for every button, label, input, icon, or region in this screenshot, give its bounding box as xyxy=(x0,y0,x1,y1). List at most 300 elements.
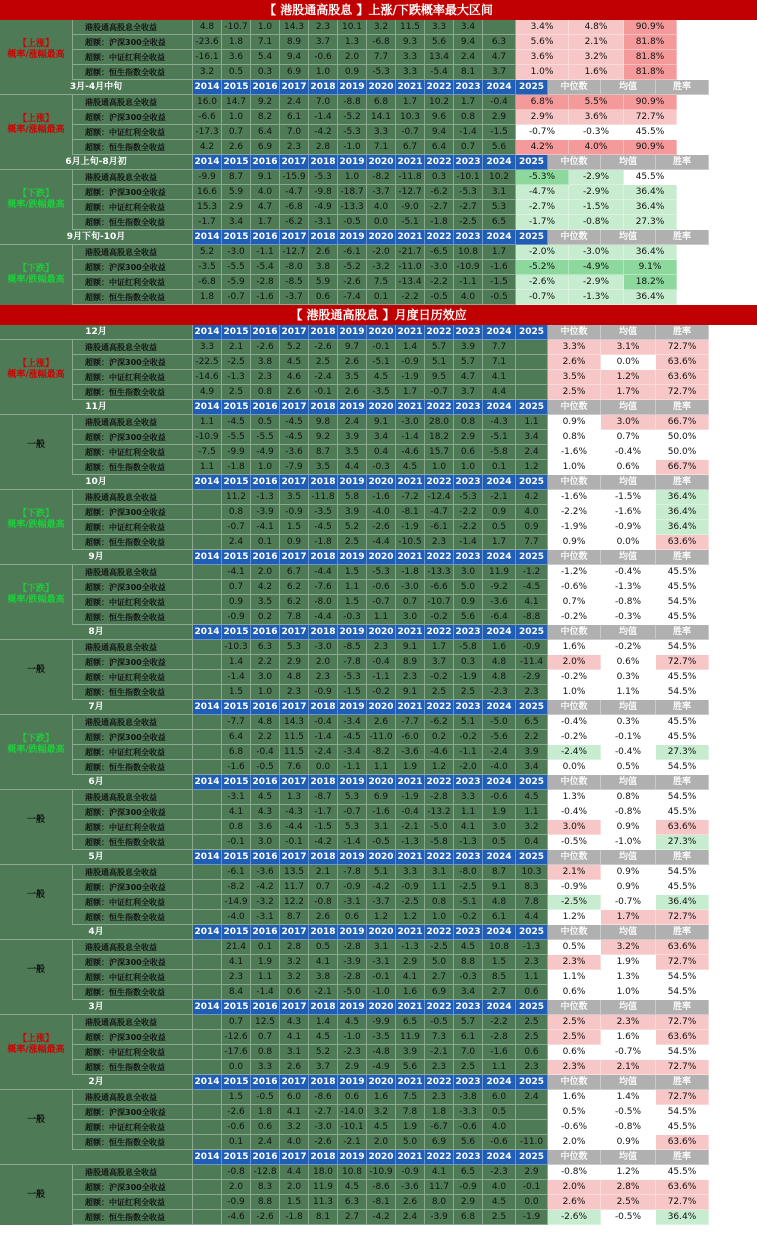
winrate-cell: 72.7% xyxy=(656,1015,709,1030)
value-cell: 3.4 xyxy=(516,430,548,445)
value-cell: 5.2 xyxy=(280,340,309,355)
value-cell: -8.8 xyxy=(338,95,367,110)
value-cell: -0.6 xyxy=(367,580,396,595)
value-cell: 2.2 xyxy=(251,655,280,670)
value-cell: 1.5 xyxy=(222,1090,251,1105)
value-cell xyxy=(193,535,222,550)
value-cell: 4.5 xyxy=(280,355,309,370)
value-cell: 4.1 xyxy=(222,805,251,820)
row-label: 超额：恒生指数全收益 xyxy=(73,1060,193,1075)
stat-header-mean: 均值 xyxy=(601,400,656,415)
value-cell: 2.3 xyxy=(516,1060,548,1075)
interval-header-row xyxy=(0,155,757,170)
mean-cell: -0.9% xyxy=(601,520,656,535)
year-header: 2014 xyxy=(193,475,222,490)
value-cell: 4.8 xyxy=(251,715,280,730)
year-header: 2023 xyxy=(454,230,483,245)
row-label: 超额：恒生指数全收益 xyxy=(73,760,193,775)
row-label: 港股通高股息全收益 xyxy=(73,1015,193,1030)
value-cell: -4.3 xyxy=(280,805,309,820)
month-data-row xyxy=(0,1165,757,1180)
median-cell: -1.9% xyxy=(548,520,601,535)
value-cell: -9.2 xyxy=(483,580,516,595)
value-cell: -0.8 xyxy=(309,895,338,910)
value-cell: 4.4 xyxy=(280,1165,309,1180)
interval-data-row xyxy=(0,275,757,290)
median-cell: 2.5% xyxy=(548,1015,601,1030)
year-header: 2023 xyxy=(454,550,483,565)
value-cell: 1.3 xyxy=(338,35,367,50)
row-label: 港股通高股息全收益 xyxy=(73,1090,193,1105)
value-cell: -4.2 xyxy=(309,835,338,850)
winrate-cell: 54.5% xyxy=(656,865,709,880)
value-cell: 6.1 xyxy=(483,910,516,925)
value-cell: 7.0 xyxy=(454,1045,483,1060)
year-header: 2024 xyxy=(483,1150,516,1165)
year-header: 2016 xyxy=(251,155,280,170)
year-header: 2016 xyxy=(251,850,280,865)
mean-cell: 1.7% xyxy=(601,385,656,400)
mean-cell: 3.2% xyxy=(569,50,624,65)
year-header: 2016 xyxy=(251,925,280,940)
value-cell: 2.5 xyxy=(425,685,454,700)
year-header: 2017 xyxy=(280,475,309,490)
value-cell: 8.4 xyxy=(222,985,251,1000)
winrate-cell: 45.5% xyxy=(656,730,709,745)
year-header: 2017 xyxy=(280,80,309,95)
value-cell: 0.7 xyxy=(396,595,425,610)
winrate-cell: 54.5% xyxy=(656,595,709,610)
mean-cell: -1.3% xyxy=(569,290,624,305)
value-cell: 0.7 xyxy=(454,140,483,155)
value-cell: -13.4 xyxy=(396,275,425,290)
year-header: 2019 xyxy=(338,850,367,865)
row-label: 超额：沪深300全收益 xyxy=(73,655,193,670)
stat-header-winrate: 胜率 xyxy=(656,325,709,340)
value-cell: -1.9 xyxy=(454,670,483,685)
value-cell: 2.3 xyxy=(222,970,251,985)
year-header: 2021 xyxy=(396,155,425,170)
month-data-row xyxy=(0,715,757,730)
month-data-row xyxy=(0,610,757,625)
value-cell: 0.5 xyxy=(309,940,338,955)
value-cell: -2.6 xyxy=(251,1210,280,1225)
value-cell: 6.1 xyxy=(280,110,309,125)
row-label: 超额：恒生指数全收益 xyxy=(73,65,193,80)
value-cell: -10.9 xyxy=(454,260,483,275)
value-cell: 1.8 xyxy=(425,1105,454,1120)
year-header: 2022 xyxy=(425,1075,454,1090)
value-cell: -1.9 xyxy=(396,520,425,535)
value-cell: -7.5 xyxy=(193,445,222,460)
year-header: 2025 xyxy=(516,80,548,95)
value-cell: -0.9 xyxy=(309,685,338,700)
median-cell: 0.9% xyxy=(548,415,601,430)
value-cell: -1.7 xyxy=(309,805,338,820)
value-cell: 3.9 xyxy=(396,1045,425,1060)
year-header: 2014 xyxy=(193,925,222,940)
value-cell: 0.7 xyxy=(222,1015,251,1030)
year-header: 2024 xyxy=(483,700,516,715)
year-header: 2022 xyxy=(425,550,454,565)
value-cell: -1.3 xyxy=(222,370,251,385)
value-cell: 15.3 xyxy=(193,200,222,215)
value-cell: 8.1 xyxy=(454,65,483,80)
value-cell: -0.2 xyxy=(425,670,454,685)
value-cell xyxy=(193,1210,222,1225)
year-header: 2023 xyxy=(454,775,483,790)
median-cell: 0.5% xyxy=(548,1105,601,1120)
value-cell: -5.5 xyxy=(222,430,251,445)
value-cell: 5.9 xyxy=(222,185,251,200)
mean-cell: 0.9% xyxy=(601,880,656,895)
mean-cell: 1.6% xyxy=(569,65,624,80)
row-label: 超额：中证红利全收益 xyxy=(73,1195,193,1210)
value-cell: -2.5 xyxy=(396,895,425,910)
winrate-cell: 27.3% xyxy=(656,745,709,760)
value-cell: -4.2 xyxy=(367,880,396,895)
value-cell: 1.8 xyxy=(251,1105,280,1120)
value-cell: 7.1 xyxy=(367,140,396,155)
year-header: 2016 xyxy=(251,700,280,715)
value-cell: 1.9 xyxy=(483,805,516,820)
median-cell: -4.7% xyxy=(516,185,569,200)
value-cell: 1.1 xyxy=(425,880,454,895)
winrate-cell: 63.6% xyxy=(656,535,709,550)
year-header: 2019 xyxy=(338,775,367,790)
value-cell: 1.0 xyxy=(425,910,454,925)
year-header: 2018 xyxy=(309,155,338,170)
year-header: 2015 xyxy=(222,155,251,170)
stat-header-median: 中位数 xyxy=(548,325,601,340)
value-cell: 0.6 xyxy=(309,290,338,305)
value-cell: -4.7 xyxy=(425,505,454,520)
value-cell: 10.8 xyxy=(338,1165,367,1180)
value-cell: 1.0 xyxy=(338,170,367,185)
value-cell: 6.5 xyxy=(516,715,548,730)
value-cell: -0.5 xyxy=(425,290,454,305)
mean-cell: 0.5% xyxy=(601,760,656,775)
year-header: 2023 xyxy=(454,155,483,170)
month-data-row xyxy=(0,790,757,805)
value-cell: -1.0 xyxy=(338,1030,367,1045)
year-header: 2022 xyxy=(425,325,454,340)
interval-data-row xyxy=(0,65,757,80)
year-header: 2014 xyxy=(193,1000,222,1015)
month-data-row xyxy=(0,1060,757,1075)
month-period-label: 9月 xyxy=(0,550,193,565)
value-cell: 6.9 xyxy=(367,790,396,805)
value-cell: -9.9 xyxy=(367,1015,396,1030)
mean-cell: -0.3% xyxy=(569,125,624,140)
stat-header-median: 中位数 xyxy=(548,155,601,170)
value-cell: 6.2 xyxy=(280,580,309,595)
year-header: 2016 xyxy=(251,325,280,340)
mean-cell: 4.0% xyxy=(569,140,624,155)
value-cell: -8.5 xyxy=(338,640,367,655)
value-cell: 3.0 xyxy=(251,670,280,685)
median-cell: 2.5% xyxy=(548,385,601,400)
year-header: 2022 xyxy=(425,230,454,245)
value-cell: -9.0 xyxy=(396,200,425,215)
value-cell: -12.7 xyxy=(280,245,309,260)
value-cell: -3.7 xyxy=(367,185,396,200)
value-cell: -3.8 xyxy=(454,1090,483,1105)
value-cell: -0.4 xyxy=(396,805,425,820)
mean-cell: 1.2% xyxy=(601,370,656,385)
value-cell: -5.8 xyxy=(425,835,454,850)
value-cell: -8.0 xyxy=(280,260,309,275)
value-cell: 6.3 xyxy=(251,640,280,655)
value-cell: -6.1 xyxy=(222,865,251,880)
winrate-cell: 63.6% xyxy=(656,1135,709,1150)
median-cell: -0.4% xyxy=(548,715,601,730)
value-cell: 7.7 xyxy=(516,535,548,550)
median-cell: 1.3% xyxy=(548,790,601,805)
value-cell: 3.3 xyxy=(251,1060,280,1075)
row-label: 超额：恒生指数全收益 xyxy=(73,910,193,925)
month-period-label: 8月 xyxy=(0,625,193,640)
value-cell: -3.2 xyxy=(367,260,396,275)
value-cell xyxy=(193,610,222,625)
value-cell: -0.7 xyxy=(222,520,251,535)
row-label: 港股通高股息全收益 xyxy=(73,490,193,505)
value-cell: -1.3 xyxy=(251,490,280,505)
value-cell: -2.8 xyxy=(251,275,280,290)
value-cell: 9.1 xyxy=(367,415,396,430)
value-cell: -6.8 xyxy=(193,275,222,290)
year-header: 2016 xyxy=(251,80,280,95)
month-data-row xyxy=(0,1195,757,1210)
value-cell: -13.3 xyxy=(338,200,367,215)
value-cell: 10.3 xyxy=(396,110,425,125)
value-cell: 2.6 xyxy=(367,715,396,730)
year-header: 2025 xyxy=(516,550,548,565)
row-label: 超额：沪深300全收益 xyxy=(73,955,193,970)
value-cell: -6.1 xyxy=(338,245,367,260)
value-cell: 2.3 xyxy=(280,685,309,700)
stat-header-mean: 均值 xyxy=(601,155,656,170)
value-cell: 1.1 xyxy=(367,760,396,775)
median-cell: -0.2% xyxy=(548,610,601,625)
row-label: 超额：中证红利全收益 xyxy=(73,745,193,760)
value-cell: 1.2 xyxy=(425,760,454,775)
value-cell: 7.5 xyxy=(396,1090,425,1105)
value-cell: -11.4 xyxy=(516,655,548,670)
stat-header-mean: 均值 xyxy=(601,325,656,340)
value-cell: 2.0 xyxy=(251,565,280,580)
value-cell: 3.7 xyxy=(309,35,338,50)
month-side-tag: 【下跌】 概率/跌幅最高 xyxy=(0,490,73,550)
value-cell: -5.1 xyxy=(396,215,425,230)
value-cell xyxy=(193,580,222,595)
value-cell: -6.8 xyxy=(280,200,309,215)
value-cell: 4.5 xyxy=(516,790,548,805)
value-cell: 5.6 xyxy=(396,1060,425,1075)
value-cell: 1.7 xyxy=(425,640,454,655)
value-cell: -6.7 xyxy=(425,1120,454,1135)
value-cell: 3.3 xyxy=(193,340,222,355)
mean-cell: 0.6% xyxy=(601,655,656,670)
year-header: 2025 xyxy=(516,1150,548,1165)
value-cell: -3.5 xyxy=(193,260,222,275)
year-header: 2021 xyxy=(396,80,425,95)
median-cell: 1.6% xyxy=(548,1090,601,1105)
value-cell: -1.4 xyxy=(454,125,483,140)
year-header: 2017 xyxy=(280,775,309,790)
mean-cell: -0.3% xyxy=(601,610,656,625)
row-label: 超额：中证红利全收益 xyxy=(73,445,193,460)
month-data-row xyxy=(0,955,757,970)
value-cell: -1.6 xyxy=(251,290,280,305)
value-cell xyxy=(193,1105,222,1120)
value-cell: 9.4 xyxy=(280,50,309,65)
value-cell: -1.6 xyxy=(222,760,251,775)
value-cell: 8.3 xyxy=(251,1180,280,1195)
year-header: 2017 xyxy=(280,625,309,640)
value-cell: 1.1 xyxy=(193,460,222,475)
stat-header-median: 中位数 xyxy=(548,1150,601,1165)
month-block xyxy=(0,475,757,550)
winrate-cell: 72.7% xyxy=(624,110,677,125)
value-cell: -7.4 xyxy=(338,290,367,305)
value-cell: 2.9 xyxy=(454,1195,483,1210)
mean-cell: 0.9% xyxy=(601,1135,656,1150)
stat-header-winrate: 胜率 xyxy=(656,230,709,245)
value-cell: -10.9 xyxy=(367,1165,396,1180)
value-cell: -4.0 xyxy=(222,910,251,925)
value-cell: 2.6 xyxy=(222,140,251,155)
year-header: 2025 xyxy=(516,775,548,790)
stat-header-mean: 均值 xyxy=(601,230,656,245)
value-cell: 3.5 xyxy=(338,445,367,460)
month-side-tag: 【上涨】 概率/涨幅最高 xyxy=(0,1015,73,1075)
month-data-row xyxy=(0,760,757,775)
value-cell: 11.5 xyxy=(396,20,425,35)
value-cell: -12.6 xyxy=(222,1030,251,1045)
value-cell: 0.6 xyxy=(338,1090,367,1105)
value-cell: -10.3 xyxy=(222,640,251,655)
value-cell: -16.1 xyxy=(193,50,222,65)
value-cell: 0.5 xyxy=(251,415,280,430)
value-cell: -2.5 xyxy=(222,355,251,370)
value-cell: 2.3 xyxy=(309,670,338,685)
value-cell: 7.7 xyxy=(367,50,396,65)
month-side-tag: 【下跌】 概率/跌幅最高 xyxy=(0,715,73,775)
median-cell: -1.6% xyxy=(548,445,601,460)
year-header: 2025 xyxy=(516,700,548,715)
value-cell: 0.5 xyxy=(483,1105,516,1120)
winrate-cell: 54.5% xyxy=(656,970,709,985)
median-cell: -1.7% xyxy=(516,215,569,230)
year-header: 2022 xyxy=(425,775,454,790)
value-cell: 1.1 xyxy=(516,970,548,985)
value-cell: 6.9 xyxy=(280,65,309,80)
value-cell: -8.2 xyxy=(367,170,396,185)
value-cell: -7.9 xyxy=(280,460,309,475)
winrate-cell: 9.1% xyxy=(624,260,677,275)
value-cell: -3.1 xyxy=(338,895,367,910)
winrate-cell: 45.5% xyxy=(656,1120,709,1135)
value-cell: -10.1 xyxy=(454,170,483,185)
interval-period-label: 6月上旬-8月初 xyxy=(0,155,193,170)
value-cell: -0.5 xyxy=(367,835,396,850)
value-cell: 4.2 xyxy=(251,580,280,595)
month-period-label: 10月 xyxy=(0,475,193,490)
value-cell: -5.3 xyxy=(367,65,396,80)
value-cell xyxy=(193,640,222,655)
median-cell: -0.5% xyxy=(548,835,601,850)
stat-header-winrate: 胜率 xyxy=(656,80,709,95)
value-cell: -2.7 xyxy=(454,200,483,215)
value-cell: -1.1 xyxy=(251,245,280,260)
value-cell: 2.7 xyxy=(425,970,454,985)
value-cell xyxy=(193,655,222,670)
year-header: 2016 xyxy=(251,400,280,415)
year-header: 2020 xyxy=(367,230,396,245)
year-header: 2019 xyxy=(338,1075,367,1090)
median-cell: 6.8% xyxy=(516,95,569,110)
value-cell: -0.1 xyxy=(309,385,338,400)
stat-header-winrate: 胜率 xyxy=(656,775,709,790)
stat-header-winrate: 胜率 xyxy=(656,925,709,940)
value-cell: -2.2 xyxy=(425,275,454,290)
value-cell: -23.6 xyxy=(193,35,222,50)
stat-header-mean: 均值 xyxy=(601,925,656,940)
value-cell: -0.9 xyxy=(396,1165,425,1180)
value-cell: -2.6 xyxy=(338,275,367,290)
value-cell: -2.5 xyxy=(454,880,483,895)
value-cell: 2.6 xyxy=(396,1195,425,1210)
year-header: 2022 xyxy=(425,1150,454,1165)
value-cell: -11.8 xyxy=(396,170,425,185)
value-cell: 3.6 xyxy=(222,50,251,65)
value-cell: 5.2 xyxy=(338,520,367,535)
winrate-cell: 81.8% xyxy=(624,65,677,80)
year-header: 2020 xyxy=(367,1150,396,1165)
value-cell: -4.7 xyxy=(280,185,309,200)
year-header: 2014 xyxy=(193,155,222,170)
median-cell: -0.6% xyxy=(548,580,601,595)
interval-data-row xyxy=(0,95,757,110)
month-data-row xyxy=(0,535,757,550)
row-label: 超额：沪深300全收益 xyxy=(73,1180,193,1195)
value-cell: 2.5 xyxy=(454,685,483,700)
value-cell: -1.4 xyxy=(454,535,483,550)
value-cell: 1.6 xyxy=(396,985,425,1000)
value-cell: 1.5 xyxy=(483,955,516,970)
value-cell xyxy=(516,1120,548,1135)
value-cell: 5.6 xyxy=(425,35,454,50)
year-header: 2020 xyxy=(367,155,396,170)
median-cell: 5.6% xyxy=(516,35,569,50)
month-side-tag: 一般 xyxy=(0,415,73,475)
value-cell xyxy=(193,805,222,820)
interval-data-row xyxy=(0,200,757,215)
value-cell: -1.6 xyxy=(483,260,516,275)
value-cell: -3.7 xyxy=(280,290,309,305)
value-cell: 6.4 xyxy=(251,125,280,140)
year-header: 2015 xyxy=(222,550,251,565)
value-cell: 3.1 xyxy=(367,820,396,835)
month-data-row xyxy=(0,430,757,445)
value-cell: -0.7 xyxy=(396,125,425,140)
value-cell: -21.7 xyxy=(396,245,425,260)
value-cell: 0.0 xyxy=(516,1195,548,1210)
value-cell: 2.5 xyxy=(338,535,367,550)
mean-cell: 2.8% xyxy=(601,1180,656,1195)
value-cell: 6.3 xyxy=(338,1195,367,1210)
